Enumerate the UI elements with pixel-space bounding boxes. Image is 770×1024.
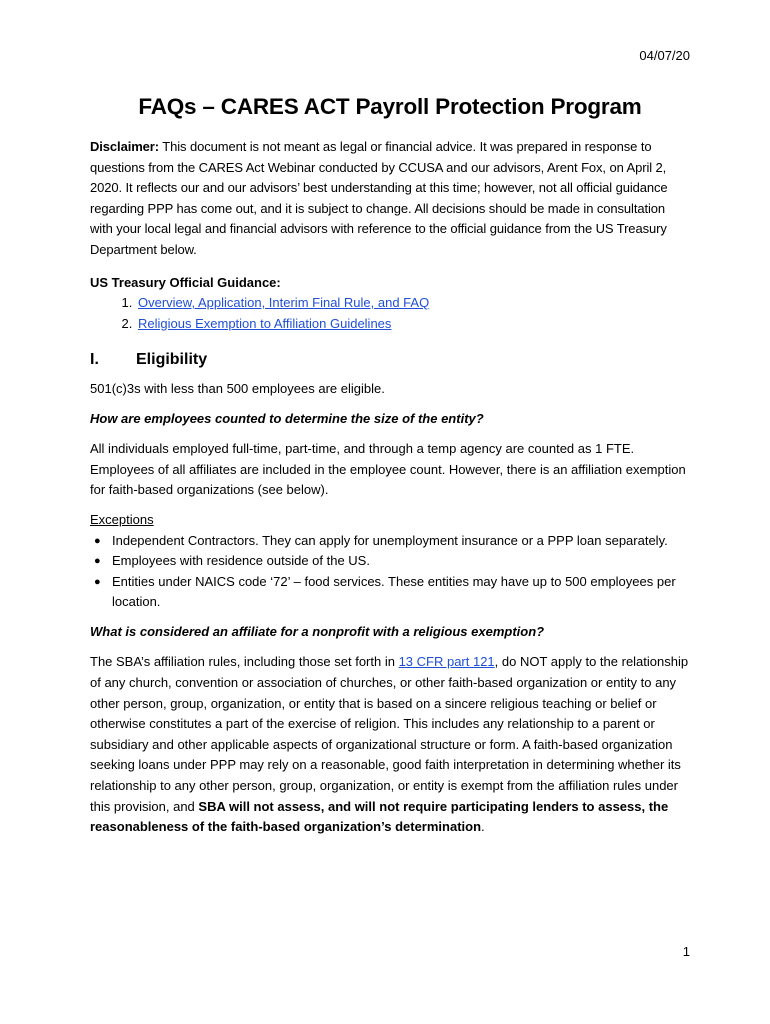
answer-text-middle: , do NOT apply to the relationship of any church, convention or association of churches, or other faith-based organization or entity to any other person, group, organization, or entity that is based on a sincere religious teaching or belief or otherwise constitutes a part of the exercise of religion. This includes any relationship to a parent or subsidiary and other applicable aspects of organizational structure or form. A faith-based organization seeking loans under PPP may rely on a reasonable, good faith interpretation in determining whether its relationship to any other person, group, organization, or entity is exempt from the affiliation rules under this provision, and [90,654,689,814]
document-title: FAQs – CARES ACT Payroll Protection Program [138,94,642,119]
exception-text: Independent Contractors. They can apply for unemployment insurance or a PPP loan separately. [112,532,668,548]
guidance-link-overview[interactable]: Overview, Application, Interim Final Rule, and FAQ [138,295,430,311]
exception-text: Employees with residence outside of the US. [112,553,370,569]
bullet-icon: ● [94,575,101,588]
answer-text-bold: SBA will not assess, and will not require participating lenders to assess, the reasonableness of the faith-based organization’s determination [90,798,669,835]
exceptions-heading: Exceptions [90,511,154,527]
question-religious-affiliate: What is considered an affiliate for a nonprofit with a religious exemption? [90,623,545,639]
answer-text-start: The SBA’s affiliation rules, including those set forth in [90,654,399,670]
exceptions-list [90,531,690,613]
cfr-link[interactable]: 13 CFR part 121 [398,654,495,670]
exception-item [94,531,690,552]
exception-item [94,572,690,613]
answer-religious-affiliate [90,652,690,837]
guidance-link-religious-exemption[interactable]: Religious Exemption to Affiliation Guidelines [138,315,392,331]
guidance-list-item [136,293,690,314]
guidance-list-item [136,314,690,335]
disclaimer-label: Disclaimer: [90,139,159,154]
section-heading-eligibility [90,350,690,371]
exception-item [94,551,690,572]
guidance-list [90,293,690,334]
guidance-heading: US Treasury Official Guidance: [90,274,281,290]
answer-employee-count: All individuals employed full-time, part-time, and through a temp agency are counted as 1 FTE. Employees of all affiliates are included in the employee count. However, there is an affiliation exemption for faith-based organizations (see below). [90,441,686,498]
disclaimer-paragraph [90,137,690,261]
bullet-icon: ● [94,534,101,547]
document-body [90,137,690,838]
bullet-icon: ● [94,555,101,568]
document-date: 04/07/20 [639,48,690,63]
answer-text-end: . [481,819,485,835]
question-employee-count: How are employees counted to determine the size of the entity? [90,410,484,426]
section-title: Eligibility [136,351,208,369]
exception-text: Entities under NAICS code ‘72’ – food services. These entities may have up to 500 employees per location. [112,573,676,610]
page-number: 1 [682,944,690,959]
section-number: I. [90,351,99,369]
disclaimer-text: This document is not meant as legal or financial advice. It was prepared in response to questions from the CARES Act Webinar conducted by CCUSA and our advisors, Arent Fox, on April 2, 2020. It reflects our and our advisors’ best understanding at this time; however, not all official guidance regarding PPP has come out, and it is subject to change. All decisions should be made in consultation with your local legal and financial advisors with reference to the official guidance from the US Treasury Department below. [90,139,668,257]
eligibility-intro: 501(c)3s with less than 500 employees are eligible. [90,380,385,396]
document-page [90,0,690,1024]
